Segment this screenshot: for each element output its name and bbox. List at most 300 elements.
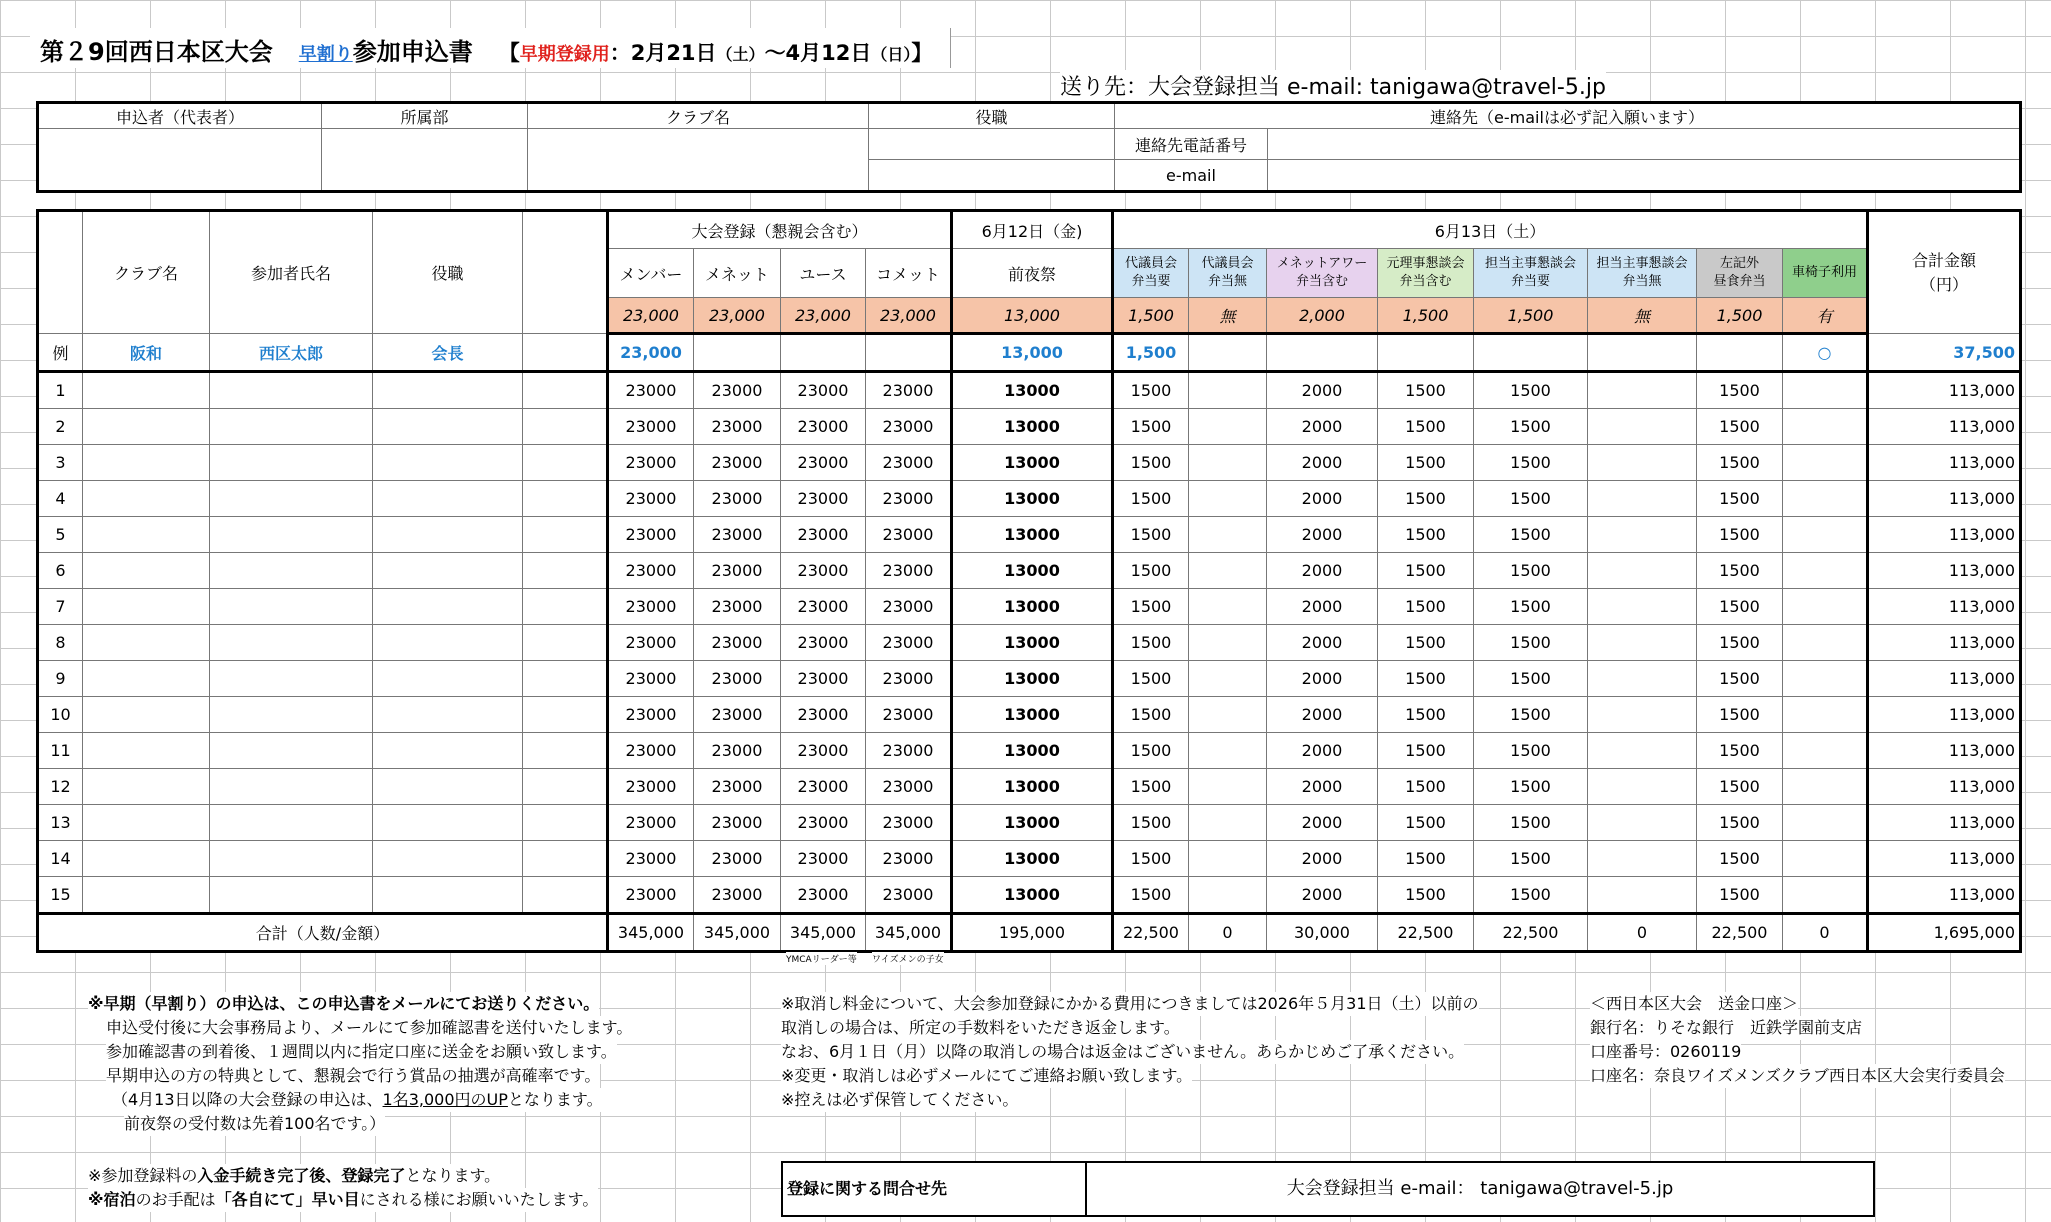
row-wheel[interactable] xyxy=(1783,697,1868,733)
table-row xyxy=(38,445,2021,481)
example-wheel: ○ xyxy=(1783,334,1868,372)
row-menet: 23000 xyxy=(694,733,781,769)
row-host1: 1500 xyxy=(1474,841,1588,877)
price-member: 23,000 xyxy=(608,298,694,334)
row-comet: 23000 xyxy=(866,445,952,481)
row-no: 14 xyxy=(38,841,83,877)
col-eve: 前夜祭 xyxy=(952,249,1113,298)
row-menet: 23000 xyxy=(694,769,781,805)
row-blank[interactable] xyxy=(523,481,608,517)
col-ex-director xyxy=(1378,249,1474,298)
row-total: 113,000 xyxy=(1868,877,2021,914)
row-club[interactable] xyxy=(83,805,210,841)
row-no: 8 xyxy=(38,625,83,661)
row-role[interactable] xyxy=(373,841,523,877)
note-left-8b: のお手配は xyxy=(135,1190,216,1209)
col-host-bento xyxy=(1474,249,1588,298)
row-club[interactable] xyxy=(83,841,210,877)
row-menet: 23000 xyxy=(694,625,781,661)
col-menet-hour-a: メネットアワー xyxy=(1276,256,1368,271)
data-rows xyxy=(38,372,2021,914)
table-row xyxy=(38,733,2021,769)
row-youth: 23000 xyxy=(781,625,866,661)
row-exdir: 1500 xyxy=(1378,625,1474,661)
row-role[interactable] xyxy=(373,733,523,769)
row-wheel[interactable] xyxy=(1783,661,1868,697)
phone-label: 連絡先電話番号 xyxy=(1115,129,1268,160)
row-host1: 1500 xyxy=(1474,372,1588,409)
example-mtour xyxy=(1267,334,1378,372)
col-host-bento-a: 担当主事懇談会 xyxy=(1484,256,1576,271)
row-host2[interactable] xyxy=(1588,409,1697,445)
club-header: クラブ名 xyxy=(528,103,869,129)
table-row xyxy=(38,625,2021,661)
row-club[interactable] xyxy=(83,625,210,661)
row-total: 113,000 xyxy=(1868,553,2021,589)
row-mtour: 2000 xyxy=(1267,372,1378,409)
total-eve: 195,000 xyxy=(952,914,1113,952)
col-delegate-bento xyxy=(1113,249,1189,298)
row-menet: 23000 xyxy=(694,805,781,841)
price-exdir: 1,500 xyxy=(1378,298,1474,334)
row-del1: 1500 xyxy=(1113,445,1189,481)
row-eve: 13000 xyxy=(952,445,1113,481)
email-label: e-mail xyxy=(1115,160,1268,192)
example-role: 会長 xyxy=(373,334,523,372)
row-member: 23000 xyxy=(608,589,694,625)
row-comet: 23000 xyxy=(866,409,952,445)
price-eve: 13,000 xyxy=(952,298,1113,334)
row-member: 23000 xyxy=(608,841,694,877)
row-comet: 23000 xyxy=(866,805,952,841)
row-del2[interactable] xyxy=(1189,769,1267,805)
row-role[interactable] xyxy=(373,517,523,553)
row-del1: 1500 xyxy=(1113,877,1189,914)
row-club[interactable] xyxy=(83,697,210,733)
col-delegate-bento-a: 代議員会 xyxy=(1124,256,1177,271)
note-left-5a: （4月13日以降の大会登録の申込は、 xyxy=(112,1090,383,1109)
row-del2[interactable] xyxy=(1189,481,1267,517)
col-lunch-b: 昼食弁当 xyxy=(1713,274,1766,289)
row-no: 10 xyxy=(38,697,83,733)
row-role[interactable] xyxy=(373,877,523,914)
row-youth: 23000 xyxy=(781,697,866,733)
row-no: 6 xyxy=(38,553,83,589)
row-lunch: 1500 xyxy=(1697,841,1783,877)
row-exdir: 1500 xyxy=(1378,805,1474,841)
row-host2[interactable] xyxy=(1588,841,1697,877)
table-row xyxy=(38,769,2021,805)
phone-field[interactable] xyxy=(1268,129,2021,160)
row-club[interactable] xyxy=(83,481,210,517)
row-comet: 23000 xyxy=(866,625,952,661)
row-blank[interactable] xyxy=(523,517,608,553)
row-comet: 23000 xyxy=(866,372,952,409)
table-row xyxy=(38,661,2021,697)
row-blank[interactable] xyxy=(523,733,608,769)
note-left-8c: 「各自にて」早い目 xyxy=(215,1190,360,1209)
col-host-nobento-b: 弁当無 xyxy=(1622,274,1662,289)
row-name[interactable] xyxy=(210,733,373,769)
row-total: 113,000 xyxy=(1868,445,2021,481)
total-mtour: 30,000 xyxy=(1267,914,1378,952)
example-comet xyxy=(866,334,952,372)
row-total: 113,000 xyxy=(1868,805,2021,841)
role-header: 役職 xyxy=(869,103,1115,129)
row-role[interactable] xyxy=(373,372,523,409)
row-host2[interactable] xyxy=(1588,877,1697,914)
price-host2: 無 xyxy=(1588,298,1697,334)
row-host2[interactable] xyxy=(1588,589,1697,625)
row-host2[interactable] xyxy=(1588,697,1697,733)
col-wheelchair: 車椅子利用 xyxy=(1783,249,1868,298)
row-role[interactable] xyxy=(373,553,523,589)
row-host2[interactable] xyxy=(1588,481,1697,517)
row-name[interactable] xyxy=(210,372,373,409)
row-eve: 13000 xyxy=(952,661,1113,697)
row-host2[interactable] xyxy=(1588,661,1697,697)
row-role[interactable] xyxy=(373,409,523,445)
row-no: 1 xyxy=(38,372,83,409)
row-name[interactable] xyxy=(210,769,373,805)
row-role[interactable] xyxy=(373,625,523,661)
row-del1: 1500 xyxy=(1113,481,1189,517)
email-field[interactable] xyxy=(1268,160,2021,192)
row-host2[interactable] xyxy=(1588,372,1697,409)
row-total: 113,000 xyxy=(1868,481,2021,517)
col-host-nobento-a: 担当主事懇談会 xyxy=(1596,256,1688,271)
row-name[interactable] xyxy=(210,445,373,481)
row-comet: 23000 xyxy=(866,877,952,914)
row-eve: 13000 xyxy=(952,841,1113,877)
row-total: 113,000 xyxy=(1868,409,2021,445)
note-left-8a: ※宿泊 xyxy=(88,1190,136,1209)
row-host2[interactable] xyxy=(1588,805,1697,841)
row-del2[interactable] xyxy=(1189,733,1267,769)
row-wheel[interactable] xyxy=(1783,841,1868,877)
row-member: 23000 xyxy=(608,877,694,914)
row-name[interactable] xyxy=(210,805,373,841)
row-lunch: 1500 xyxy=(1697,372,1783,409)
example-lunch xyxy=(1697,334,1783,372)
col-menet: メネット xyxy=(694,249,781,298)
row-del2[interactable] xyxy=(1189,625,1267,661)
example-member: 23,000 xyxy=(608,334,694,372)
row-wheel[interactable] xyxy=(1783,445,1868,481)
row-host1: 1500 xyxy=(1474,877,1588,914)
row-lunch: 1500 xyxy=(1697,697,1783,733)
row-club[interactable] xyxy=(83,445,210,481)
title-tilde: 〜4月12日 xyxy=(764,41,872,65)
row-comet: 23000 xyxy=(866,661,952,697)
note-left-5b: 1名3,000円のUP xyxy=(382,1090,508,1109)
row-club[interactable] xyxy=(83,733,210,769)
row-del2[interactable] xyxy=(1189,372,1267,409)
row-exdir: 1500 xyxy=(1378,661,1474,697)
row-lunch: 1500 xyxy=(1697,805,1783,841)
row-lunch: 1500 xyxy=(1697,481,1783,517)
row-host1: 1500 xyxy=(1474,661,1588,697)
date-0613-header: 6月13日（土） xyxy=(1113,211,1868,249)
row-name[interactable] xyxy=(210,841,373,877)
title-bracket-close: 】 xyxy=(911,41,933,65)
row-youth: 23000 xyxy=(781,553,866,589)
price-youth: 23,000 xyxy=(781,298,866,334)
note-left-5c: となります。 xyxy=(507,1090,603,1109)
price-del1: 1,500 xyxy=(1113,298,1189,334)
example-host1 xyxy=(1474,334,1588,372)
row-blank[interactable] xyxy=(523,877,608,914)
row-wheel[interactable] xyxy=(1783,409,1868,445)
role-col-header: 役職 xyxy=(373,211,523,334)
title-sat: （土） xyxy=(716,45,765,64)
price-host1: 1,500 xyxy=(1474,298,1588,334)
row-wheel[interactable] xyxy=(1783,553,1868,589)
row-blank[interactable] xyxy=(523,445,608,481)
row-blank[interactable] xyxy=(523,769,608,805)
row-club[interactable] xyxy=(83,877,210,914)
row-club[interactable] xyxy=(83,409,210,445)
row-member: 23000 xyxy=(608,517,694,553)
applicant-field[interactable] xyxy=(38,129,322,192)
row-role[interactable] xyxy=(373,769,523,805)
row-del2[interactable] xyxy=(1189,409,1267,445)
note-ymca: YMCAリーダー等 xyxy=(786,952,857,965)
row-wheel[interactable] xyxy=(1783,481,1868,517)
row-club[interactable] xyxy=(83,517,210,553)
row-name[interactable] xyxy=(210,553,373,589)
row-mtour: 2000 xyxy=(1267,517,1378,553)
row-mtour: 2000 xyxy=(1267,661,1378,697)
total-lunch: 22,500 xyxy=(1697,914,1783,952)
row-comet: 23000 xyxy=(866,481,952,517)
total-wheel: 0 xyxy=(1783,914,1868,952)
club-field[interactable] xyxy=(528,129,869,192)
row-role[interactable] xyxy=(373,589,523,625)
row-youth: 23000 xyxy=(781,372,866,409)
row-blank[interactable] xyxy=(523,372,608,409)
row-menet: 23000 xyxy=(694,481,781,517)
row-youth: 23000 xyxy=(781,589,866,625)
row-lunch: 1500 xyxy=(1697,589,1783,625)
row-club[interactable] xyxy=(83,769,210,805)
row-wheel[interactable] xyxy=(1783,805,1868,841)
row-menet: 23000 xyxy=(694,445,781,481)
row-no: 3 xyxy=(38,445,83,481)
row-no: 12 xyxy=(38,769,83,805)
row-lunch: 1500 xyxy=(1697,517,1783,553)
row-exdir: 1500 xyxy=(1378,877,1474,914)
note-left-4: 早期申込の方の特典として、懇親会で行う賞品の抽選が高確率です。 xyxy=(106,1064,600,1088)
col-ex-director-b: 弁当含む xyxy=(1399,274,1452,289)
row-role[interactable] xyxy=(373,805,523,841)
row-blank[interactable] xyxy=(523,661,608,697)
row-name[interactable] xyxy=(210,481,373,517)
row-blank[interactable] xyxy=(523,553,608,589)
name-col-header: 参加者氏名 xyxy=(210,211,373,334)
row-menet: 23000 xyxy=(694,841,781,877)
row-menet: 23000 xyxy=(694,517,781,553)
row-del2[interactable] xyxy=(1189,445,1267,481)
row-wheel[interactable] xyxy=(1783,517,1868,553)
row-host2[interactable] xyxy=(1588,517,1697,553)
row-mtour: 2000 xyxy=(1267,625,1378,661)
row-wheel[interactable] xyxy=(1783,769,1868,805)
row-host1: 1500 xyxy=(1474,553,1588,589)
page-title xyxy=(40,32,932,67)
row-exdir: 1500 xyxy=(1378,372,1474,409)
row-name[interactable] xyxy=(210,625,373,661)
row-del2[interactable] xyxy=(1189,661,1267,697)
row-wheel[interactable] xyxy=(1783,372,1868,409)
row-club[interactable] xyxy=(83,661,210,697)
table-row xyxy=(38,697,2021,733)
row-host1: 1500 xyxy=(1474,517,1588,553)
title-period: ：2月21日 xyxy=(609,41,717,65)
note-left-8d: にされる様にお願いいたします。 xyxy=(359,1190,599,1209)
note-left-5 xyxy=(112,1088,603,1112)
row-youth: 23000 xyxy=(781,877,866,914)
row-eve: 13000 xyxy=(952,805,1113,841)
row-blank[interactable] xyxy=(523,697,608,733)
total-col-header: 合計金額 （円） xyxy=(1868,211,2021,334)
table-row xyxy=(38,481,2021,517)
row-name[interactable] xyxy=(210,877,373,914)
total-menet: 345,000 xyxy=(694,914,781,952)
row-wheel[interactable] xyxy=(1783,589,1868,625)
row-menet: 23000 xyxy=(694,409,781,445)
title-bracket-open: 【 xyxy=(498,41,520,65)
row-role[interactable] xyxy=(373,661,523,697)
row-youth: 23000 xyxy=(781,517,866,553)
row-comet: 23000 xyxy=(866,841,952,877)
row-host2[interactable] xyxy=(1588,769,1697,805)
table-row xyxy=(38,517,2021,553)
row-name[interactable] xyxy=(210,409,373,445)
row-exdir: 1500 xyxy=(1378,589,1474,625)
row-host2[interactable] xyxy=(1588,625,1697,661)
row-del2[interactable] xyxy=(1189,841,1267,877)
send-to: 送り先：大会登録担当 e-mail: tanigawa@travel-5.jp xyxy=(1060,70,1606,101)
club-col-header: クラブ名 xyxy=(83,211,210,334)
row-club[interactable] xyxy=(83,553,210,589)
row-blank[interactable] xyxy=(523,805,608,841)
row-del2[interactable] xyxy=(1189,553,1267,589)
row-club[interactable] xyxy=(83,589,210,625)
col-lunch-a: 左記外 xyxy=(1719,256,1759,271)
row-name[interactable] xyxy=(210,661,373,697)
no-header xyxy=(38,211,83,334)
note-left-7a: ※参加登録料の xyxy=(88,1166,198,1185)
row-del2[interactable] xyxy=(1189,517,1267,553)
col-delegate-bento-b: 弁当要 xyxy=(1131,274,1171,289)
row-host1: 1500 xyxy=(1474,697,1588,733)
col-host-bento-b: 弁当要 xyxy=(1510,274,1550,289)
row-menet: 23000 xyxy=(694,589,781,625)
row-wheel[interactable] xyxy=(1783,877,1868,914)
row-del2[interactable] xyxy=(1189,877,1267,914)
row-del1: 1500 xyxy=(1113,372,1189,409)
row-role[interactable] xyxy=(373,697,523,733)
row-name[interactable] xyxy=(210,589,373,625)
table-row xyxy=(38,877,2021,914)
price-lunch: 1,500 xyxy=(1697,298,1783,334)
example-host2 xyxy=(1588,334,1697,372)
row-wheel[interactable] xyxy=(1783,625,1868,661)
row-host1: 1500 xyxy=(1474,625,1588,661)
example-club: 阪和 xyxy=(83,334,210,372)
row-del2[interactable] xyxy=(1189,697,1267,733)
dept-field[interactable] xyxy=(322,129,528,192)
row-blank[interactable] xyxy=(523,841,608,877)
row-total: 113,000 xyxy=(1868,372,2021,409)
row-name[interactable] xyxy=(210,517,373,553)
row-menet: 23000 xyxy=(694,372,781,409)
row-lunch: 1500 xyxy=(1697,445,1783,481)
row-host1: 1500 xyxy=(1474,589,1588,625)
inquiry-box xyxy=(781,1161,1875,1217)
role-field[interactable] xyxy=(869,129,1115,160)
row-host2[interactable] xyxy=(1588,733,1697,769)
total-del1: 22,500 xyxy=(1113,914,1189,952)
row-blank[interactable] xyxy=(523,625,608,661)
example-eve: 13,000 xyxy=(952,334,1113,372)
grand-total: 1,695,000 xyxy=(1868,914,2021,952)
row-comet: 23000 xyxy=(866,733,952,769)
price-del2: 無 xyxy=(1189,298,1267,334)
row-del1: 1500 xyxy=(1113,841,1189,877)
row-del1: 1500 xyxy=(1113,589,1189,625)
bank-name: 銀行名：りそな銀行 近鉄学園前支店 xyxy=(1590,1016,1862,1040)
role-field-2[interactable] xyxy=(869,160,1115,192)
row-host2[interactable] xyxy=(1588,553,1697,589)
inquiry-value[interactable]: 大会登録担当 e-mail： tanigawa@travel-5.jp xyxy=(1286,1178,1674,1199)
bank-title: ＜西日本区大会 送金口座＞ xyxy=(1590,992,1798,1016)
table-row xyxy=(38,805,2021,841)
row-role[interactable] xyxy=(373,445,523,481)
row-del1: 1500 xyxy=(1113,553,1189,589)
row-name[interactable] xyxy=(210,697,373,733)
contact-header: 連絡先（e-mailは必ず記入願います） xyxy=(1115,103,2021,129)
row-blank[interactable] xyxy=(523,589,608,625)
row-eve: 13000 xyxy=(952,517,1113,553)
row-eve: 13000 xyxy=(952,589,1113,625)
note-left-6: 前夜祭の受付数は先着100名です。） xyxy=(124,1112,385,1136)
note-left-7b: 入金手続き完了後、登録完了 xyxy=(197,1166,406,1185)
dept-header: 所属部 xyxy=(322,103,528,129)
note-mid-4: ※変更・取消しは必ずメールにてご連絡お願い致します。 xyxy=(781,1064,1192,1088)
row-total: 113,000 xyxy=(1868,589,2021,625)
row-menet: 23000 xyxy=(694,661,781,697)
row-host2[interactable] xyxy=(1588,445,1697,481)
note-left-1-text: ※早期（早割り）の申込は、この申込書をメールにてお送りください。 xyxy=(88,994,600,1013)
applicant-table xyxy=(36,101,2022,193)
row-wheel[interactable] xyxy=(1783,733,1868,769)
row-club[interactable] xyxy=(83,372,210,409)
row-del2[interactable] xyxy=(1189,805,1267,841)
row-lunch: 1500 xyxy=(1697,553,1783,589)
row-comet: 23000 xyxy=(866,769,952,805)
row-role[interactable] xyxy=(373,481,523,517)
row-del1: 1500 xyxy=(1113,661,1189,697)
row-exdir: 1500 xyxy=(1378,445,1474,481)
row-blank[interactable] xyxy=(523,409,608,445)
row-menet: 23000 xyxy=(694,877,781,914)
row-mtour: 2000 xyxy=(1267,877,1378,914)
row-lunch: 1500 xyxy=(1697,661,1783,697)
row-del2[interactable] xyxy=(1189,589,1267,625)
row-host1: 1500 xyxy=(1474,805,1588,841)
